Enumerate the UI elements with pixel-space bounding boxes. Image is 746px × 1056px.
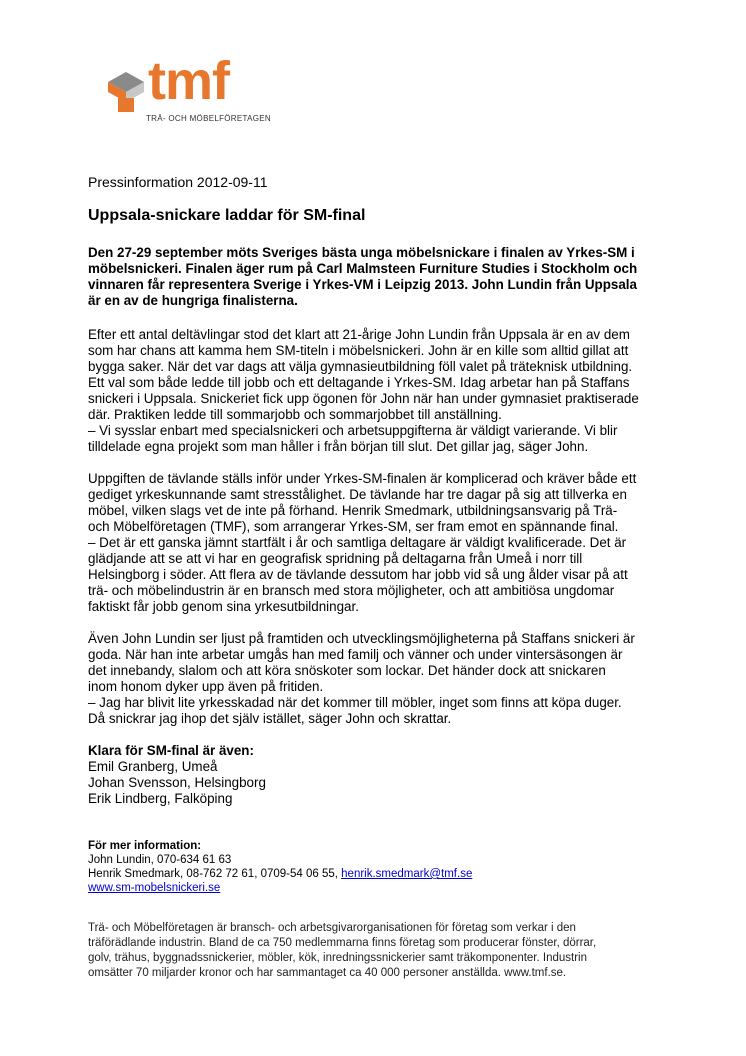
tmf-logo (100, 51, 271, 128)
finalists-title: Klara för SM-final är även: (88, 743, 254, 758)
lead-line: vinnaren får representera Sverige i Yrkes-VM i Leipzig 2013. John Lundin från Uppsala (88, 277, 637, 292)
contact-info (88, 839, 668, 895)
logo-tagline: TRÄ- OCH MÖBELFÖRETAGEN (146, 114, 271, 123)
text-line: inom honom dyker upp även på fritiden. (88, 679, 324, 694)
text-line: möbel, vilken slags vet de inte på förhand. Henrik Smedmark, utbildningsansvarig på Trä- (88, 503, 618, 518)
text-line: och Möbelföretagen (TMF), som arrangerar Yrkes-SM, ser fram emot en spännande final. (88, 519, 619, 534)
text-line: som har chans att kamma hem SM-titeln i möbelsnickeri. John är en kille som alltid gillat att (88, 343, 629, 358)
contact-line-2 (88, 867, 668, 881)
lead-line: Den 27-29 september möts Sveriges bästa unga möbelsnickare i finalen av Yrkes-SM i (88, 245, 635, 260)
text-line: Ett val som både ledde till jobb och ett deltagande i Yrkes-SM. Idag arbetar han på Staffans (88, 375, 630, 390)
text-line: goda. När han inte arbetar umgås han med familj och vänner och under vintersäsongen är (88, 647, 623, 662)
text-line: glädjande att se att vi har en geografisk spridning på deltagarna från Umeå i norr till (88, 551, 583, 566)
lead-line: möbelsnickeri. Finalen äger rum på Carl Malmsteen Furniture Studies i Stockholm och (88, 261, 638, 276)
list-item: Emil Granberg, Umeå (88, 759, 218, 774)
press-info-date: Pressinformation 2012-09-11 (88, 174, 268, 190)
text-line: bygga saker. När det var dags att välja gymnasieutbildning föll valet på träteknisk utbildning. (88, 359, 633, 374)
footer-line: golv, trähus, byggnadssnickerier, möbler, kök, inredningssnickerier samt träkomponenter. Industrin (88, 952, 588, 964)
tmf-logo-mark-icon (104, 68, 148, 114)
text-line: Då snickrar jag ihop det själv istället, säger John och skrattar. (88, 711, 452, 726)
text-line: Även John Lundin ser ljust på framtiden och utvecklingsmöjligheterna på Staffans snickeri är (88, 631, 635, 646)
text-line: trä- och möbelindustrin är en bransch med stora möjligheter, och att ambitiösa ungdomar (88, 583, 615, 598)
headline: Uppsala-snickare laddar för SM-final (88, 207, 366, 224)
footer-line: Trä- och Möbelföretagen är bransch- och arbetsgivarorganisationen för företag som verkar i den (88, 922, 576, 934)
text-line: snickeri i Uppsala. Snickeriet fick upp ögonen för John när han under gymnasiet praktiserade (88, 391, 639, 406)
text-line: där. Praktiken ledde till sommarjobb och sommarjobbet till anställning. (88, 407, 502, 422)
contact-line-2-text: Henrik Smedmark, 08-762 72 61, 0709-54 06 55, (88, 868, 342, 880)
lead-paragraph (88, 245, 668, 309)
text-line: – Det är ett ganska jämnt startfält i år och samtliga deltagare är väldigt kvalificerade. Det är (88, 535, 627, 550)
body-paragraph-2 (88, 471, 668, 615)
text-line: – Jag har blivit lite yrkesskadad när det kommer till möbler, inget som finns att köpa duger. (88, 695, 622, 710)
text-line: tilldelade egna projekt som man håller i från början till slut. Det gillar jag, säger John. (88, 439, 589, 454)
email-link[interactable]: henrik.smedmark@tmf.se (341, 868, 473, 880)
list-item: Johan Svensson, Helsingborg (88, 775, 266, 790)
text-line: Helsingborg i söder. Att flera av de tävlande dessutom har jobb vid så ung ålder visar på att (88, 567, 628, 582)
body-paragraph-3 (88, 631, 668, 727)
text-line: – Vi sysslar enbart med specialsnickeri och arbetsuppgifterna är väldigt varierande. Vi blir (88, 423, 618, 438)
footer-line: omsätter 70 miljarder kronor och har sammantaget ca 40 000 personer anställda. www.tmf.se. (88, 967, 567, 979)
logo-wordmark: tmf (148, 51, 229, 111)
body-paragraph-1 (88, 327, 668, 455)
text-line: Uppgiften de tävlande ställs inför under Yrkes-SM-finalen är komplicerad och kräver både ett (88, 471, 637, 486)
text-line: gediget yrkeskunnande samt stresstålighet. De tävlande har tre dagar på sig att tillverka en (88, 487, 627, 502)
footer-boilerplate (88, 921, 668, 981)
lead-line: är en av de hungriga finalisterna. (88, 293, 298, 308)
text-line: faktiskt får jobb genom sina yrkesutbildningar. (88, 599, 359, 614)
text-line: det innebandy, slalom och att köra snöskoter som lockar. Det händer dock att snickaren (88, 663, 606, 678)
press-release (88, 174, 668, 981)
contact-title: För mer information: (88, 840, 202, 852)
finalists-list (88, 759, 668, 807)
contact-line-1: John Lundin, 070-634 61 63 (88, 854, 232, 866)
list-item: Erik Lindberg, Falköping (88, 791, 233, 806)
text-line: Efter ett antal deltävlingar stod det klart att 21-årige John Lundin från Uppsala är en av dem (88, 327, 630, 342)
footer-line: träförädlande industrin. Bland de ca 750 medlemmarna finns företag som producerar fönster, dörrar, (88, 937, 597, 949)
website-link[interactable]: www.sm-mobelsnickeri.se (88, 882, 221, 894)
